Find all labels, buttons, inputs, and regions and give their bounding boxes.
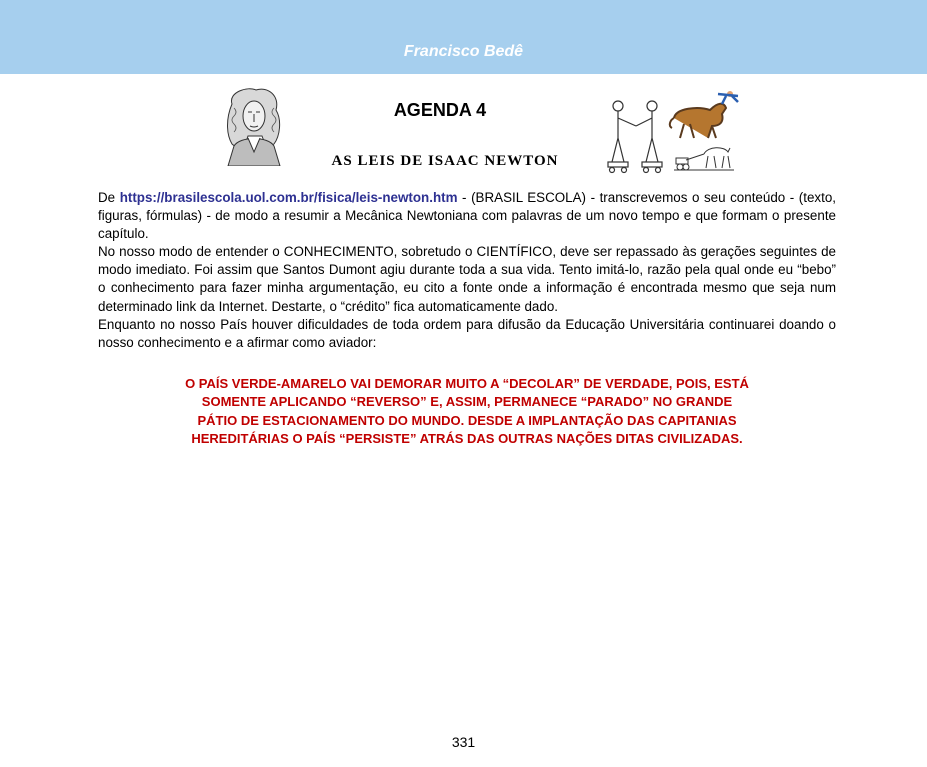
statement-line: HEREDITÁRIAS O PAÍS “PERSISTE” ATRÁS DAS OUTRAS NAÇÕES DITAS CIVILIZADAS. (191, 431, 743, 447)
paragraph-knowledge: No nosso modo de entender o CONHECIMENTO, sobretudo o CIENTÍFICO, deve ser repassado às gerações seguintes de modo imediato. Foi assim que Santos Dumont agiu durante toda a sua vida. Tento imitá-lo, razão pela qual onde eu “bebo” o conhecimento para fazer minha argumentação, eu cito a fonte onde a informação é encontrada mesmo que seja num determinado link da Internet. Destarte, o “crédito” fica automaticamente dado. (98, 244, 836, 314)
body-text (98, 189, 836, 352)
author-name: Francisco Bedê (403, 43, 524, 60)
page-number: 331 (451, 734, 476, 750)
animal-cart-figure (674, 140, 734, 172)
source-prefix: De (98, 190, 120, 205)
statement-line: O PAÍS VERDE-AMARELO VAI DEMORAR MUITO A “DECOLAR” DE VERDADE, POIS, ESTÁ (185, 376, 749, 391)
source-link[interactable]: https://brasilescola.uol.com.br/fisica/leis-newton.htm (119, 190, 458, 205)
horse-rider-figure (668, 88, 744, 140)
statement-line: PÁTIO DE ESTACIONAMENTO DO MUNDO. DESDE A IMPLANTAÇÃO DAS CAPITANIAS (197, 412, 737, 428)
source-description: - (BRASIL ESCOLA) - transcrevemos o seu conteúdo - (texto, figuras, fórmulas) - de modo a resumir a Mecânica Newtoniana com palavras de um novo tempo e que formam o presente capítulo. (98, 190, 836, 242)
newton-portrait-image (218, 86, 290, 166)
statement-line: SOMENTE APLICANDO “REVERSO” E, ASSIM, PERMANECE “PARADO” NO GRANDE (201, 394, 733, 410)
paragraph-education: Enquanto no nosso País houver dificuldades de toda ordem para difusão da Educação Universitária continuarei doando o nosso conhecimento e a afirmar como aviador: (98, 316, 836, 350)
paragraph-source (98, 189, 836, 243)
chapter-subtitle: AS LEIS DE ISAAC NEWTON (331, 153, 559, 169)
page-header (0, 0, 927, 74)
agenda-title: AGENDA 4 (393, 100, 487, 120)
aviator-statement (98, 375, 836, 449)
action-reaction-figure (604, 96, 668, 174)
